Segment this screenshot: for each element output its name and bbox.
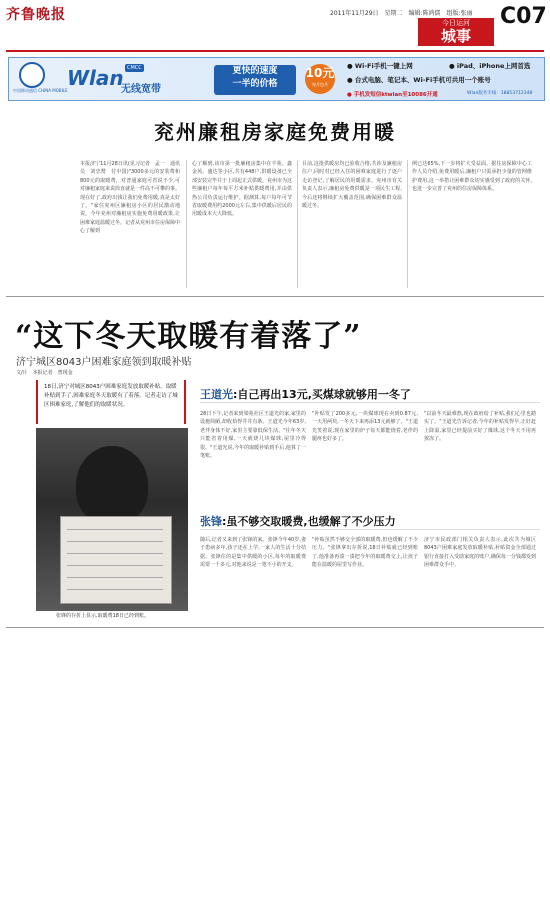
- ad-feature-1: ● Wi-Fi手机一键上网: [347, 62, 413, 70]
- article2-intro: 18日,济宁对城区8043户困难家庭发放取暖补贴。取暖补贴到手了,困难家庭冬天取暖有了着落。记者走访了城区困难家庭,了解他们的取暖状况。: [44, 384, 178, 408]
- bankbook-card: [60, 516, 172, 604]
- section-label: [418, 18, 494, 46]
- page-number: C07: [500, 4, 547, 29]
- heading-rule: [200, 529, 540, 530]
- section2-column: 济宁市民政部门相关负责人表示,此次共为城区8043户困难家庭发放取暖补贴,补贴资金全部通过银行直接打入受助家庭的账户,确保每一分钱都发到困难群众手中。: [424, 537, 536, 569]
- article2-subtitle: 济宁城区8043户困难家庭领到取暖补贴: [16, 357, 192, 368]
- section1-column: "补贴发了200多元,一块煤球现在卖到0.87元,一天用两块,一冬天下来再添13元就够了。"王道光笑着说,现在家里的炉子每天都能烧着,老伴的腿疼也好多了。: [312, 411, 418, 443]
- section1-column: "以前冬天最难熬,现在政府给了补贴,我们心里也踏实了。"王道光告诉记者,今年的补贴发得早,正好赶上降温,家里已经提前买好了煤球,这个冬天不用再挨冻了。: [424, 411, 536, 443]
- section2-column: "补贴虽然不够交全部的取暖费,但也缓解了不少压力。"张锋拿出存折说,18日补贴就已经到账了,他准备再凑一凑把今年的取暖费交上,让孩子能在温暖的屋里写作业。: [312, 537, 418, 569]
- section-main-label: 城事: [440, 27, 471, 45]
- article-separator: [6, 296, 544, 297]
- news-photo: [36, 428, 188, 611]
- photo-caption: 张锋的存折上显示,取暖费18日已经到账。: [56, 613, 149, 619]
- section2-heading-text: :虽不够交取暖费,也缓解了不少压力: [222, 515, 396, 528]
- china-mobile-logo-icon: [19, 62, 45, 88]
- newspaper-masthead: 齐鲁晚报: [6, 7, 66, 23]
- column-divider: [186, 160, 187, 288]
- section2-column: 随后,记者又来到了张锋的家。张锋今年40岁,妻子患病多年,孩子还在上学,一家人的生活十分拮据。张锋住的是集中供暖的小区,每年的取暖费需要一千多元,对他来说是一笔不小的开支。: [200, 537, 306, 569]
- section2-name: 张锋: [200, 515, 222, 528]
- column-divider: [407, 160, 408, 288]
- ad-hotline: ● 手机发短信ktwlan至10086开通: [347, 92, 438, 98]
- column-divider: [297, 160, 298, 288]
- article1-title: 兖州廉租房家庭免费用暖: [154, 120, 396, 144]
- ad-feature-2: ● iPad、iPhone上网首选: [449, 62, 531, 70]
- price-value: 10元: [305, 66, 335, 80]
- ad-service-line: Wlan服务专线：18853712348: [467, 91, 533, 96]
- section1-heading-text: :自己再出13元,买煤球就够用一冬了: [233, 388, 411, 401]
- article1-column: 目前,这批供暖房均已验收合格,共涉及廉租房住户,同时对已经入住的困难家庭进行了逐户走访登记,了解居民的用暖需求。兖州市有关负责人表示,廉租房免费供暖是一项民生工程,今后还将继续扩大覆盖范围,确保困难群众温暖过冬。: [302, 161, 402, 210]
- page-bottom-rule: [6, 627, 544, 628]
- section2-heading: [200, 513, 396, 529]
- heading-rule: [200, 402, 540, 403]
- cmcc-badge: CMCC: [127, 65, 142, 71]
- section1-column: 28日下午,记者来到梁苑社区王道光的家,家里的设施简陋,却收拾得井井有条。王道光今年63岁,老伴身体不好,家里主要靠低保生活。"往年冬天只能省着用煤,一天就烧几块煤球,屋里冷得很。"王道光说,今年的取暖补贴到手后,他算了一笔账。: [200, 411, 306, 460]
- header-rule: [6, 50, 544, 52]
- section1-heading: [200, 386, 411, 402]
- ad-slogan-line-2: 一半的价格: [232, 79, 278, 89]
- article1-column: 本报济宁11月28日讯(见习记者 孟一 通讯员 刘忠赞 付中国)"3000多元的安装费和800元的取暖费，对普通家庭可省说不少,可对廉租家庭来说简直就是一件高不可攀的事。现在好了,政府出钱让我们免费用暖,真是太好了。"家住兖州区廉租房小区的居民激动地说。今年兖州对廉租房实施免费用暖政策,让困难家庭温暖过冬。记者从兖州市住房保障中心了解到: [80, 161, 180, 235]
- section1-name: 王道光: [200, 388, 233, 401]
- price-unit: 每月包月: [312, 82, 328, 87]
- ad-feature-3: ● 台式电脑、笔记本、Wi-Fi手机可共用一个账号: [347, 76, 491, 84]
- ad-slogan-line-1: 更快的速度: [232, 66, 278, 76]
- article2-title: “这下冬天取暖有着落了”: [15, 319, 362, 354]
- ad-product: 无线宽带: [121, 84, 161, 95]
- article1-column: 例已达65%,下一步将扩大受益面。据住房保障中心工作人员介绍,免费用暖后,廉租户只需承担少量的管网维护费用,这一举措让困难群众切实感受到了政府的关怀,也进一步完善了兖州的住房保障体系。: [412, 161, 532, 193]
- ad-slogan: [214, 65, 296, 95]
- person-silhouette: [76, 446, 148, 524]
- operator-name: 中国移动通信 CHINA MOBILE: [13, 88, 68, 93]
- price-badge: [305, 64, 335, 94]
- ad-brand: Wlan: [67, 66, 124, 90]
- date-line: 2011年11月29日 星期二 编辑:陈鸿儒 组版:张丽: [330, 10, 473, 17]
- article2-byline: 文/片 本报记者 曾现金: [16, 370, 73, 376]
- wlan-advertisement: [8, 57, 545, 101]
- section-sub-label: 今日运河: [442, 19, 470, 27]
- article1-column: 心了解到,该市第一批廉租房集中在丰苑、鑫金苑、盛达等小区,共有448户,供暖设备已全部安装完毕并于上周起正式供暖。兖州市为这些廉租户每年每平方米补贴供暖费用,并由供热公司负责运行维护。据测算,每户每年可节省取暖费用约2000元左右,集中供暖后居民的用暖成本大大降低。: [192, 161, 292, 218]
